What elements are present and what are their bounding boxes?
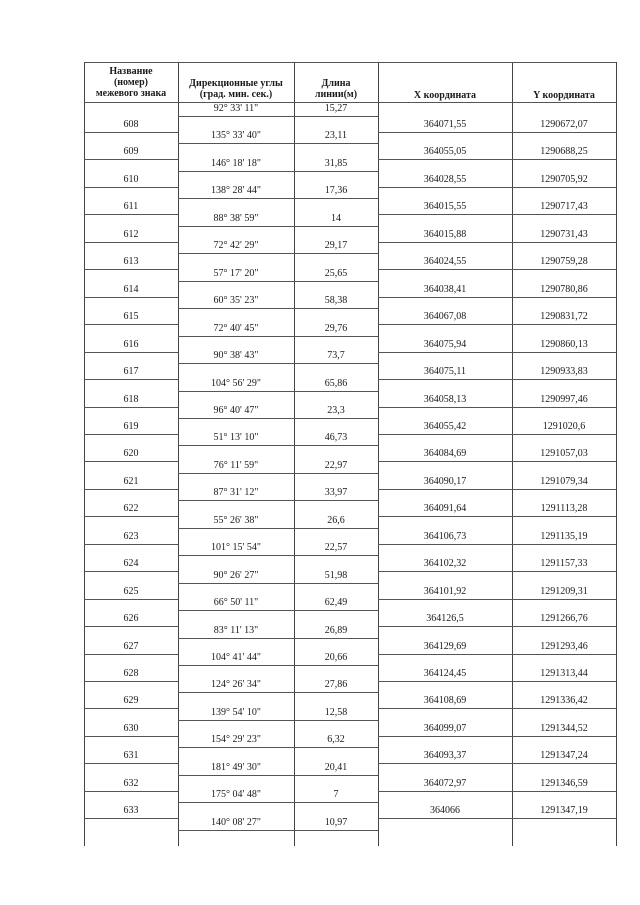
angle-cell: 140° 08' 27": [211, 816, 261, 828]
x-coordinate-cell: 364102,32: [423, 558, 467, 570]
x-coordinate-cell: 364058,13: [423, 393, 467, 405]
x-coordinate-cell: 364126,5: [426, 613, 464, 625]
point-row-border: [378, 599, 616, 600]
x-coordinate-cell: 364072,97: [423, 777, 467, 789]
length-cell: 31,85: [324, 157, 348, 169]
y-coordinate-cell: 1290688,25: [540, 146, 588, 158]
length-cell: 6,32: [327, 734, 345, 746]
angle-cell: 181° 49' 30": [211, 761, 261, 773]
x-coordinate-cell: 364106,73: [423, 530, 467, 542]
x-coordinate-cell: 364108,69: [423, 695, 467, 707]
point-name-cell: 608: [123, 119, 139, 130]
y-coordinate-cell: 1291293,46: [540, 640, 588, 652]
point-name-cell: 623: [123, 530, 139, 542]
angle-cell: 55° 26' 38": [213, 514, 259, 526]
length-cell: 10,97: [324, 816, 348, 828]
segment-row-border: [178, 775, 378, 776]
x-coordinate-cell: 364028,55: [423, 173, 467, 185]
segment-row-border: [178, 665, 378, 666]
point-row-border: [378, 214, 616, 215]
length-cell: 73,7: [327, 350, 345, 362]
table-top-border: [84, 62, 616, 63]
point-name-cell: 611: [123, 201, 139, 213]
point-name-cell: 609: [123, 146, 139, 158]
point-row-border: [84, 379, 178, 380]
length-cell: 29,76: [324, 322, 348, 334]
segment-row-border: [178, 418, 378, 419]
angle-cell: 72° 42' 29": [213, 240, 259, 252]
header-length-line-2: линии(м): [314, 89, 358, 100]
length-cell: 26,89: [324, 624, 348, 636]
segment-row-border: [178, 638, 378, 639]
point-row-border: [378, 736, 616, 737]
angle-cell: 92° 33' 11": [213, 103, 259, 114]
point-row-border: [378, 379, 616, 380]
x-coordinate-cell: 364067,08: [423, 311, 467, 323]
length-cell: 23,3: [327, 404, 345, 416]
point-name-cell: 614: [123, 283, 139, 295]
angle-cell: 72° 40' 45": [213, 322, 259, 334]
point-row-border: [378, 461, 616, 462]
point-row-border: [84, 654, 178, 655]
point-row-border: [378, 242, 616, 243]
point-name-cell: 624: [123, 558, 139, 570]
length-cell: 17,36: [324, 185, 348, 197]
point-row-border: [84, 407, 178, 408]
x-coordinate-cell: 364066: [430, 805, 460, 817]
y-coordinate-cell: 1290933,83: [540, 366, 588, 378]
y-coordinate-cell: 1290831,72: [540, 311, 588, 323]
point-name-cell: 631: [123, 750, 139, 762]
point-row-border: [84, 461, 178, 462]
point-row-border: [84, 544, 178, 545]
segment-row-border: [178, 391, 378, 392]
x-coordinate-cell: 364101,92: [423, 585, 467, 597]
point-name-cell: 625: [123, 585, 139, 597]
header-angles-line-2: (град. мин. сек.): [199, 89, 273, 100]
header-name-line-1: Название: [109, 66, 153, 77]
segment-row-border: [178, 336, 378, 337]
x-coordinate-cell: 364055,42: [423, 420, 467, 432]
point-row-border: [84, 681, 178, 682]
length-cell: 51,98: [324, 569, 348, 581]
y-coordinate-cell: 1290672,07: [540, 119, 588, 130]
y-coordinate-cell: 1291347,19: [540, 805, 588, 817]
angle-cell: 104° 56' 29": [211, 377, 261, 389]
segment-row-border: [178, 198, 378, 199]
x-coordinate-cell: 364055,05: [423, 146, 467, 158]
x-coordinate-cell: 364071,55: [423, 119, 467, 130]
header-name-line-2: (номер): [113, 77, 149, 88]
point-row-border: [84, 736, 178, 737]
length-cell: 33,97: [324, 487, 348, 499]
point-row-border: [84, 434, 178, 435]
y-coordinate-cell: 1290717,43: [540, 201, 588, 213]
x-coordinate-cell: 364129,69: [423, 640, 467, 652]
point-row-border: [378, 269, 616, 270]
angle-cell: 135° 33' 40": [211, 130, 261, 142]
x-coordinate-cell: 364038,41: [423, 283, 467, 295]
x-coordinate-cell: 364099,07: [423, 722, 467, 734]
angle-cell: 124° 26' 34": [211, 679, 261, 691]
point-row-border: [84, 132, 178, 133]
y-coordinate-cell: 1290759,28: [540, 256, 588, 268]
point-name-cell: 632: [123, 777, 139, 789]
header-y: Y координата: [533, 90, 595, 101]
point-name-cell: 619: [123, 420, 139, 432]
length-cell: 22,97: [324, 459, 348, 471]
point-name-cell: 626: [123, 613, 139, 625]
angle-cell: 138° 28' 44": [211, 185, 261, 197]
y-coordinate-cell: 1291346,59: [540, 777, 588, 789]
y-coordinate-cell: 1291209,31: [540, 585, 588, 597]
length-cell: 58,38: [324, 295, 348, 307]
segment-row-border: [178, 747, 378, 748]
point-name-cell: 612: [123, 228, 139, 240]
point-name-cell: 629: [123, 695, 139, 707]
segment-row-border: [178, 363, 378, 364]
y-coordinate-cell: 1291313,44: [540, 668, 588, 679]
point-row-border: [84, 297, 178, 298]
angle-cell: 175° 04' 48": [211, 789, 261, 801]
point-row-border: [378, 818, 616, 819]
point-name-cell: 628: [123, 668, 139, 679]
length-cell: 26,6: [327, 514, 345, 526]
point-row-border: [84, 352, 178, 353]
point-row-border: [378, 489, 616, 490]
segment-row-border: [178, 555, 378, 556]
point-name-cell: 618: [123, 393, 139, 405]
angle-cell: 57° 17' 20": [213, 267, 259, 279]
x-coordinate-cell: 364075,94: [423, 338, 467, 350]
column-border: [294, 62, 295, 846]
x-coordinate-cell: 364090,17: [423, 475, 467, 487]
segment-row-border: [178, 692, 378, 693]
point-row-border: [84, 571, 178, 572]
point-name-cell: 613: [123, 256, 139, 268]
segment-row-border: [178, 720, 378, 721]
x-coordinate-cell: 364015,55: [423, 201, 467, 213]
y-coordinate-cell: 1291057,03: [540, 448, 588, 460]
point-row-border: [84, 187, 178, 188]
angle-cell: 60° 35' 23": [213, 295, 259, 307]
length-cell: 14: [331, 212, 341, 224]
point-row-border: [378, 626, 616, 627]
point-name-cell: 630: [123, 722, 139, 734]
header-angles: [178, 78, 294, 100]
point-row-border: [84, 159, 178, 160]
y-coordinate-cell: 1291347,24: [540, 750, 588, 762]
point-row-border: [84, 708, 178, 709]
x-coordinate-cell: 364024,55: [423, 256, 467, 268]
segment-row-border: [178, 445, 378, 446]
x-coordinate-cell: 364075,11: [423, 366, 467, 378]
point-row-border: [378, 132, 616, 133]
point-row-border: [378, 791, 616, 792]
point-name-cell: 617: [123, 366, 139, 378]
angle-cell: 51° 13' 10": [213, 432, 259, 444]
point-row-border: [84, 489, 178, 490]
segment-row-border: [178, 281, 378, 282]
point-row-border: [378, 681, 616, 682]
angle-cell: 101° 15' 54": [211, 542, 261, 554]
point-name-cell: 616: [123, 338, 139, 350]
header-length-line-1: Длина: [321, 78, 351, 89]
length-cell: 20,41: [324, 761, 348, 773]
angle-cell: 104° 41' 44": [211, 652, 261, 663]
angle-cell: 66° 50' 11": [213, 597, 259, 609]
segment-row-border: [178, 830, 378, 831]
segment-row-border: [178, 500, 378, 501]
length-cell: 27,86: [324, 679, 348, 691]
point-row-border: [378, 544, 616, 545]
point-row-border: [378, 187, 616, 188]
point-row-border: [378, 434, 616, 435]
segment-row-border: [178, 583, 378, 584]
point-row-border: [378, 708, 616, 709]
point-name-cell: 610: [123, 173, 139, 185]
y-coordinate-cell: 1291135,19: [540, 530, 588, 542]
point-row-border: [84, 763, 178, 764]
y-coordinate-cell: 1291344,52: [540, 722, 588, 734]
point-row-border: [378, 654, 616, 655]
x-coordinate-cell: 364084,69: [423, 448, 467, 460]
length-cell: 29,17: [324, 240, 348, 252]
length-cell: 22,57: [324, 542, 348, 554]
segment-row-border: [178, 226, 378, 227]
point-row-border: [378, 324, 616, 325]
point-row-border: [84, 516, 178, 517]
angle-cell: 90° 38' 43": [213, 350, 259, 362]
point-row-border: [378, 763, 616, 764]
length-cell: 20,66: [324, 652, 348, 663]
header-angles-line-1: Дирекционные углы: [189, 78, 283, 89]
point-row-border: [378, 159, 616, 160]
segment-row-border: [178, 528, 378, 529]
length-cell: 25,65: [324, 267, 348, 279]
angle-cell: 90° 26' 27": [213, 569, 259, 581]
y-coordinate-cell: 1291157,33: [540, 558, 588, 570]
point-name-cell: 615: [123, 311, 139, 323]
length-cell: 62,49: [324, 597, 348, 609]
point-row-border: [378, 571, 616, 572]
point-row-border: [84, 818, 178, 819]
point-row-border: [84, 626, 178, 627]
angle-cell: 87° 31' 12": [213, 487, 259, 499]
angle-cell: 146° 18' 18": [211, 157, 261, 169]
length-cell: 65,86: [324, 377, 348, 389]
length-cell: 15,27: [324, 103, 348, 114]
point-row-border: [84, 599, 178, 600]
point-name-cell: 627: [123, 640, 139, 652]
point-row-border: [84, 324, 178, 325]
angle-cell: 139° 54' 10": [211, 706, 261, 718]
point-row-border: [84, 791, 178, 792]
y-coordinate-cell: 1291336,42: [540, 695, 588, 707]
point-row-border: [84, 242, 178, 243]
point-name-cell: 622: [123, 503, 139, 515]
point-name-cell: 620: [123, 448, 139, 460]
x-coordinate-cell: 364124,45: [423, 668, 467, 679]
angle-cell: 96° 40' 47": [213, 404, 259, 416]
point-row-border: [378, 352, 616, 353]
point-row-border: [84, 214, 178, 215]
column-border: [616, 62, 617, 846]
header-name: [84, 66, 178, 99]
x-coordinate-cell: 364093,37: [423, 750, 467, 762]
column-border: [178, 62, 179, 846]
length-cell: 46,73: [324, 432, 348, 444]
point-row-border: [378, 407, 616, 408]
length-cell: 23,11: [324, 130, 348, 142]
segment-row-border: [178, 610, 378, 611]
header-length: [294, 78, 378, 100]
angle-cell: 76° 11' 59": [213, 459, 259, 471]
y-coordinate-cell: 1290997,46: [540, 393, 588, 405]
x-coordinate-cell: 364091,64: [423, 503, 467, 515]
header-name-line-3: межевого знака: [95, 88, 167, 99]
y-coordinate-cell: 1290780,86: [540, 283, 588, 295]
point-name-cell: 633: [123, 805, 139, 817]
segment-row-border: [178, 308, 378, 309]
length-cell: 7: [333, 789, 339, 801]
angle-cell: 88° 38' 59": [213, 212, 259, 224]
y-coordinate-cell: 1291079,34: [540, 475, 588, 487]
header-x: X координата: [413, 90, 477, 101]
segment-row-border: [178, 171, 378, 172]
point-row-border: [378, 297, 616, 298]
angle-cell: 83° 11' 13": [213, 624, 259, 636]
point-row-border: [378, 516, 616, 517]
y-coordinate-cell: 1291266,76: [540, 613, 588, 625]
y-coordinate-cell: 1290860,13: [540, 338, 588, 350]
segment-row-border: [178, 473, 378, 474]
point-row-border: [84, 269, 178, 270]
segment-row-border: [178, 253, 378, 254]
segment-row-border: [178, 143, 378, 144]
y-coordinate-cell: 1291113,28: [540, 503, 588, 515]
y-coordinate-cell: 1290705,92: [540, 173, 588, 185]
point-name-cell: 621: [123, 475, 139, 487]
angle-cell: 154° 29' 23": [211, 734, 261, 746]
segment-row-border: [178, 802, 378, 803]
length-cell: 12,58: [324, 706, 348, 718]
y-coordinate-cell: 1290731,43: [540, 228, 588, 240]
y-coordinate-cell: 1291020,6: [542, 420, 586, 432]
x-coordinate-cell: 364015,88: [423, 228, 467, 240]
segment-row-border: [178, 116, 378, 117]
